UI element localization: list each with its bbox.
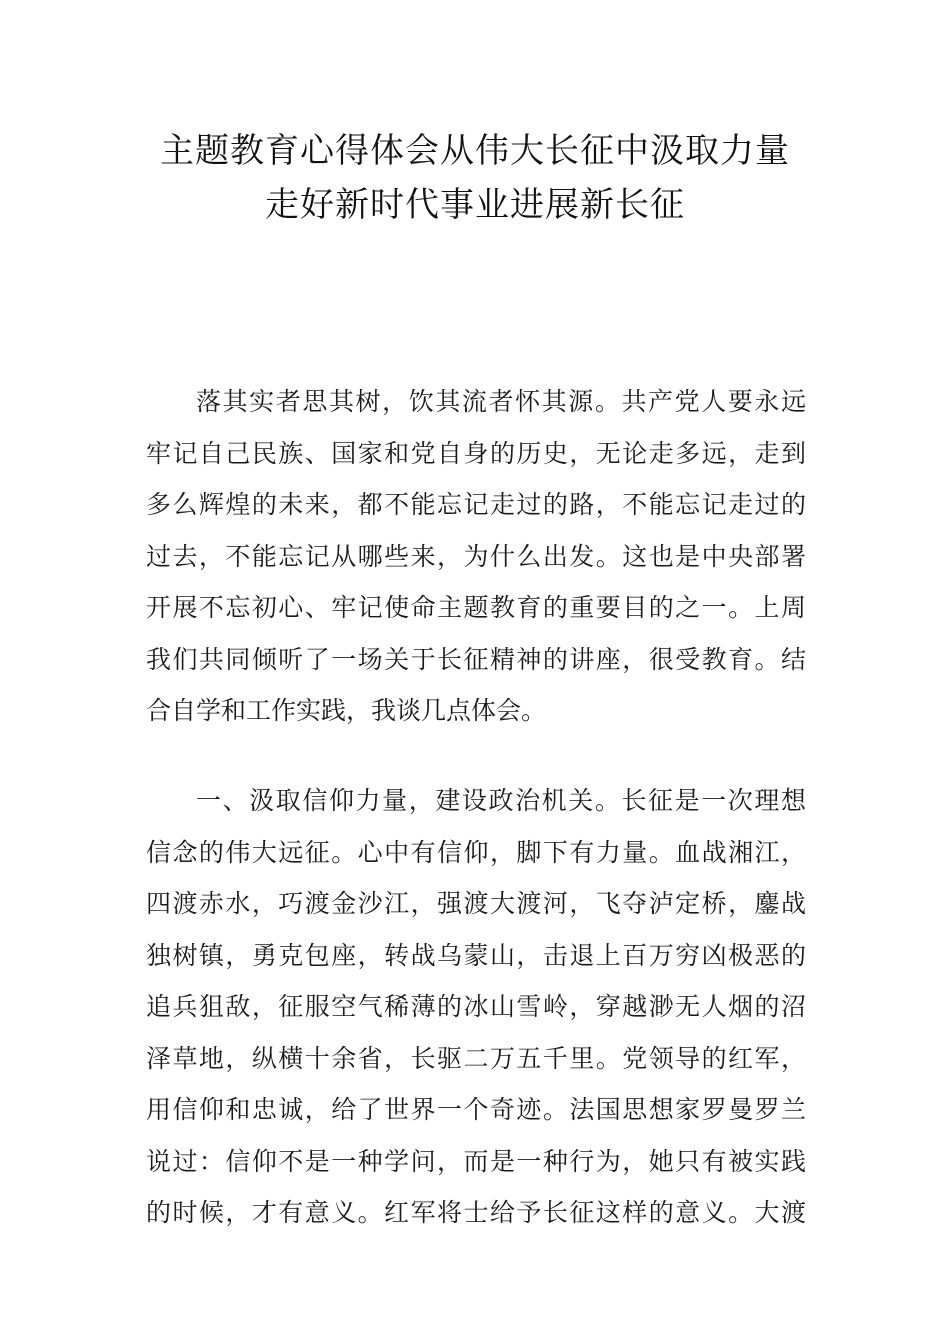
title-line-1: 主题教育心得体会从伟大长征中汲取力量: [160, 131, 790, 171]
text-line: 开展不忘初心、牢记使命主题教育的重要目的之一。上周: [146, 593, 806, 622]
text-line: 的时候，才有意义。红军将士给予长征这样的意义。大渡: [146, 1198, 806, 1227]
document-title: [0, 124, 950, 232]
text-line: 用信仰和忠诚，给了世界一个奇迹。法国思想家罗曼罗兰: [146, 1095, 806, 1124]
text-line: 过去，不能忘记从哪些来，为什么出发。这也是中央部署: [146, 541, 806, 571]
text-line: 一、汲取信仰力量，建设政治机关。长征是一次理想: [196, 786, 806, 815]
text-line: 泽草地，纵横十余省，长驱二万五千里。党领导的红军，: [146, 1043, 806, 1073]
text-line: 追兵狙敌，征服空气稀薄的冰山雪岭，穿越渺无人烟的沼: [146, 992, 806, 1021]
text-line: 落其实者思其树，饮其流者怀其源。共产党人要永远: [196, 387, 806, 416]
text-line: 说过：信仰不是一种学问，而是一种行为，她只有被实践: [146, 1146, 806, 1176]
text-line: 多么辉煌的未来，都不能忘记走过的路，不能忘记走过的: [146, 490, 806, 519]
text-line: 合自学和工作实践，我谈几点体会。: [146, 696, 547, 725]
intro-paragraph: [146, 376, 806, 737]
text-line: 四渡赤水，巧渡金沙江，强渡大渡河，飞夺泸定桥，鏖战: [146, 889, 806, 918]
text-line: 牢记自己民族、国家和党自身的历史，无论走多远，走到: [146, 438, 806, 468]
text-line: 独树镇，勇克包座，转战乌蒙山，击退上百万穷凶极恶的: [146, 940, 806, 970]
text-line: 我们共同倾听了一场关于长征精神的讲座，很受教育。结: [146, 644, 806, 674]
title-line-2: 走好新时代事业进展新长征: [265, 185, 685, 225]
text-line: 信念的伟大远征。心中有信仰，脚下有力量。血战湘江，: [146, 837, 806, 867]
section-one-paragraph: [146, 775, 806, 1239]
